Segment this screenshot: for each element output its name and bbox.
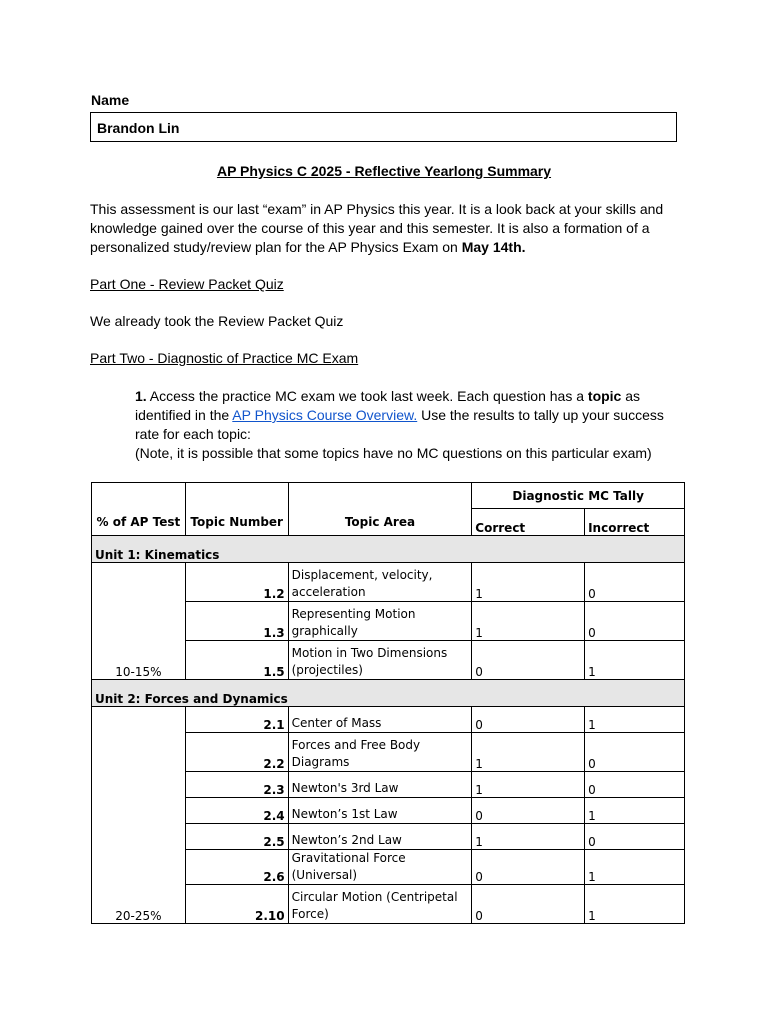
correct-cell[interactable]: 1 — [472, 824, 585, 850]
topic-area: Motion in Two Dimensions (projectiles) — [288, 641, 472, 680]
unit-row — [92, 536, 685, 563]
exam-date: May 14th. — [461, 239, 526, 255]
topic-area-header: Topic Area — [288, 483, 472, 536]
pct-header: % of AP Test — [92, 483, 186, 536]
topic-area: Forces and Free Body Diagrams — [288, 733, 472, 772]
document-title: AP Physics C 2025 - Reflective Yearlong Summary — [216, 163, 552, 179]
diagnostic-tally-header: Diagnostic MC Tally — [472, 483, 685, 509]
pct-cell: 20-25% — [92, 707, 186, 924]
course-overview-link[interactable]: AP Physics Course Overview. — [232, 407, 418, 423]
incorrect-cell[interactable]: 1 — [585, 641, 685, 680]
topic-keyword: topic — [587, 388, 622, 404]
incorrect-cell[interactable]: 1 — [585, 707, 685, 733]
topic-number-header: Topic Number — [185, 483, 288, 536]
topic-number: 2.1 — [185, 707, 288, 733]
step-text: Access the practice MC exam we took last week. Each question has a — [146, 388, 588, 404]
student-name-field[interactable]: Brandon Lin — [90, 112, 677, 142]
incorrect-cell[interactable]: 0 — [585, 733, 685, 772]
step-text: Use the results to tally up your success rate for each topic: — [135, 407, 664, 442]
correct-header: Correct — [472, 509, 585, 536]
topic-number: 2.5 — [185, 824, 288, 850]
topic-area: Circular Motion (Centripetal Force) — [288, 885, 472, 924]
incorrect-cell[interactable]: 1 — [585, 885, 685, 924]
topic-number: 2.3 — [185, 772, 288, 798]
topic-number: 2.4 — [185, 798, 288, 824]
incorrect-cell[interactable]: 0 — [585, 824, 685, 850]
intro-paragraph — [90, 200, 690, 257]
name-label: Name — [91, 92, 130, 108]
topic-number: 1.3 — [185, 602, 288, 641]
part-one-heading: Part One - Review Packet Quiz — [90, 276, 284, 292]
topic-area: Newton’s 2nd Law — [288, 824, 472, 850]
topic-number: 2.10 — [185, 885, 288, 924]
topic-area: Gravitational Force (Universal) — [288, 850, 472, 885]
correct-cell[interactable]: 1 — [472, 772, 585, 798]
unit-title: Unit 1: Kinematics — [92, 536, 685, 563]
table-row — [92, 563, 685, 602]
topic-number: 1.2 — [185, 563, 288, 602]
incorrect-cell[interactable]: 0 — [585, 772, 685, 798]
pct-cell: 10-15% — [92, 563, 186, 680]
topic-area: Representing Motion graphically — [288, 602, 472, 641]
unit-row — [92, 680, 685, 707]
incorrect-cell[interactable]: 1 — [585, 850, 685, 885]
diagnostic-tally-table — [91, 482, 685, 924]
incorrect-header: Incorrect — [585, 509, 685, 536]
topic-number: 2.6 — [185, 850, 288, 885]
correct-cell[interactable]: 1 — [472, 563, 585, 602]
incorrect-cell[interactable]: 1 — [585, 798, 685, 824]
part-one-body: We already took the Review Packet Quiz — [90, 313, 344, 329]
instruction-step-1 — [135, 387, 690, 463]
topic-area: Newton's 3rd Law — [288, 772, 472, 798]
topic-number: 2.2 — [185, 733, 288, 772]
incorrect-cell[interactable]: 0 — [585, 563, 685, 602]
correct-cell[interactable]: 1 — [472, 602, 585, 641]
correct-cell[interactable]: 0 — [472, 707, 585, 733]
topic-area: Newton’s 1st Law — [288, 798, 472, 824]
unit-title: Unit 2: Forces and Dynamics — [92, 680, 685, 707]
intro-text: This assessment is our last “exam” in AP Physics this year. It is a look back at your skills and knowledge gained over the course of this year and this semester. It is also a formation of a personalized study/review plan for the AP Physics Exam on — [90, 201, 664, 255]
step-note: (Note, it is possible that some topics have no MC questions on this particular exam) — [135, 445, 652, 461]
topic-area: Center of Mass — [288, 707, 472, 733]
incorrect-cell[interactable]: 0 — [585, 602, 685, 641]
table-row — [92, 707, 685, 733]
correct-cell[interactable]: 1 — [472, 733, 585, 772]
correct-cell[interactable]: 0 — [472, 885, 585, 924]
correct-cell[interactable]: 0 — [472, 798, 585, 824]
topic-area: Displacement, velocity, acceleration — [288, 563, 472, 602]
step-number: 1. — [135, 388, 147, 404]
step-text: as identified in the — [135, 388, 641, 423]
topic-number: 1.5 — [185, 641, 288, 680]
correct-cell[interactable]: 0 — [472, 850, 585, 885]
part-two-heading: Part Two - Diagnostic of Practice MC Exam — [90, 350, 359, 366]
table-header-row — [92, 483, 685, 509]
correct-cell[interactable]: 0 — [472, 641, 585, 680]
